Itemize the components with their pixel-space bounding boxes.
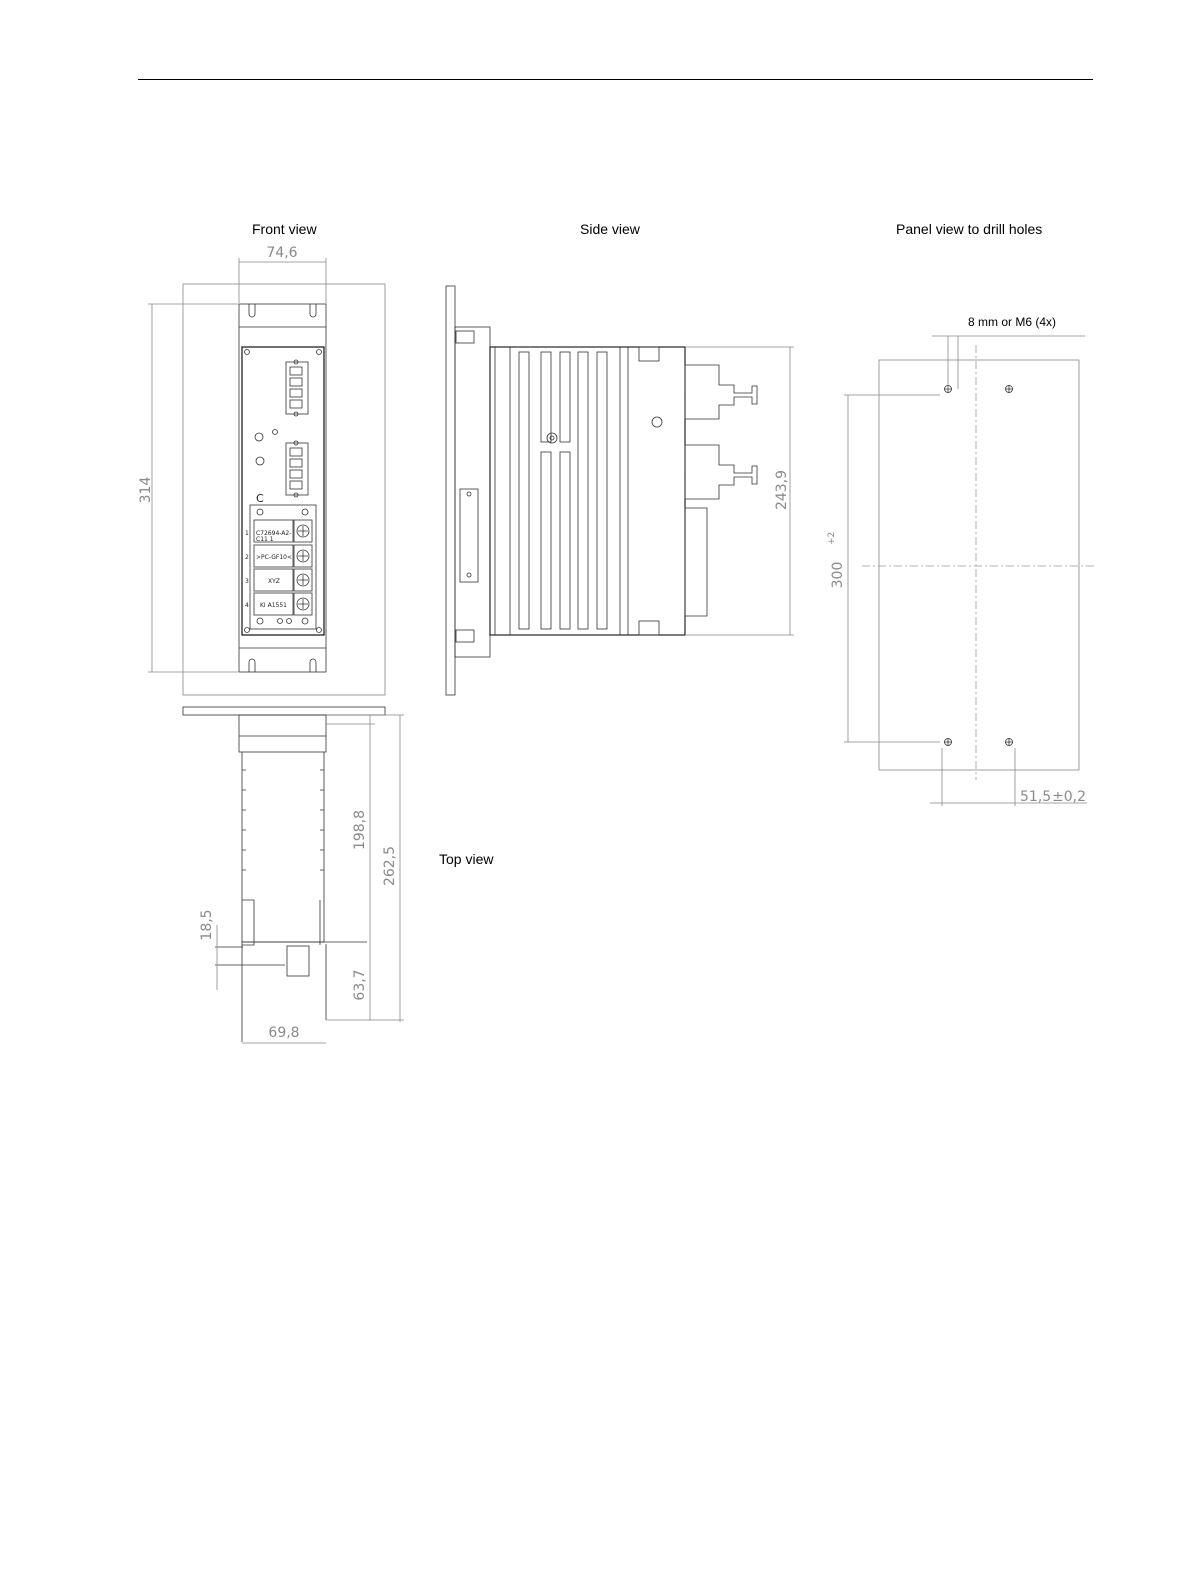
top-width-dimension: 69,8 bbox=[268, 1025, 300, 1041]
top-view-drawing bbox=[183, 707, 404, 1043]
panel-horizontal-dimension: 51,5 bbox=[1020, 789, 1052, 805]
side-height-dimension: 243,9 bbox=[774, 469, 790, 511]
row-number-3: 3 bbox=[245, 578, 249, 585]
front-view-caption: Front view bbox=[252, 221, 317, 237]
hole-size-note: 8 mm or M6 (4x) bbox=[968, 315, 1057, 329]
label-row1-line1: C72694-A2- bbox=[256, 530, 292, 537]
side-view-caption: Side view bbox=[580, 221, 640, 237]
label-row2: >PC-GF10< bbox=[256, 554, 292, 561]
panel-view-caption: Panel view to drill holes bbox=[896, 221, 1043, 237]
top-inner-dimension: 198,8 bbox=[352, 809, 368, 851]
top-bottom-dimension: 63,7 bbox=[352, 969, 368, 1001]
top-overall-dimension: 262,5 bbox=[382, 845, 398, 887]
front-width-dimension: 74,6 bbox=[266, 245, 298, 261]
row-number-1: 1 bbox=[245, 530, 249, 537]
panel-horizontal-tolerance: ±0,2 bbox=[1052, 789, 1086, 805]
panel-view-drawing bbox=[844, 336, 1094, 806]
row-number-4: 4 bbox=[245, 602, 249, 609]
front-c-marker: C bbox=[256, 492, 264, 505]
label-row1-line2: C11 1 bbox=[256, 536, 274, 543]
top-view-caption: Top view bbox=[439, 851, 494, 867]
label-row4: KI A1551 bbox=[260, 602, 287, 609]
front-height-dimension: 314 bbox=[138, 476, 154, 504]
front-view-drawing bbox=[148, 258, 385, 695]
panel-vertical-tolerance: +2 bbox=[827, 531, 837, 545]
label-row3: XYZ bbox=[268, 578, 280, 585]
top-left-dimension: 18,5 bbox=[199, 909, 215, 941]
side-view-drawing bbox=[446, 286, 794, 695]
row-number-2: 2 bbox=[245, 554, 249, 561]
panel-vertical-dimension: 300 bbox=[830, 561, 846, 589]
